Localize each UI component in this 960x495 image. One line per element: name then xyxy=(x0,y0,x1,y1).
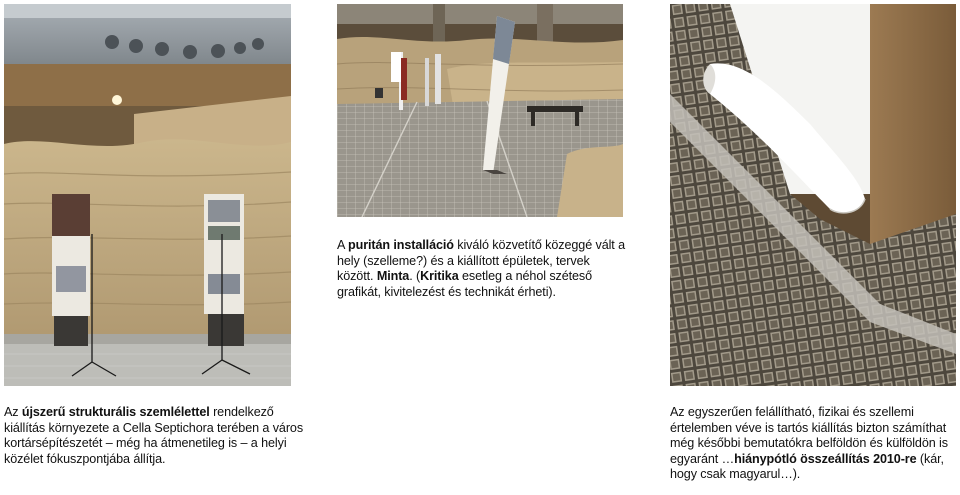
caption-text: rendelkező kiállítás környezete a Cella Septichora terében a város kortársépítészetét – még ha átmenetileg is – a helyi közélet fókuszpontjába állítja. xyxy=(4,405,304,466)
caption-text: . ( xyxy=(409,269,421,284)
caption-text: (kár, hogy csak magyarul…). xyxy=(670,451,944,482)
caption-text: Az xyxy=(4,405,22,419)
caption-exhibition xyxy=(4,405,304,467)
photo-panel-base-closeup xyxy=(670,4,956,386)
photo-grated-floor-ruins xyxy=(337,4,623,217)
photo-exhibition-hall xyxy=(4,4,291,386)
caption-emphasis: hiánypótló összeállítás 2010-re xyxy=(734,451,917,466)
caption-text: Az egyszerűen felállítható, fizikai és szellemi értelemben véve is tartós kiállítás bizton számíthat még későbbi bemutatókra belföldön és külföldön is egyaránt … xyxy=(670,405,948,466)
caption-emphasis: puritán installáció xyxy=(348,238,454,252)
caption-installation xyxy=(337,238,627,300)
caption-emphasis: Minta xyxy=(376,269,410,284)
caption-text: esetleg a néhol széteső grafikát, kivitelezést és technikát érheti). xyxy=(337,269,593,299)
caption-text: kiváló közvetítő közeggé vált a hely (szelleme?) és a kiállított épületek, tervek között. xyxy=(337,238,625,284)
caption-emphasis: újszerű strukturális szemlélettel xyxy=(21,405,210,419)
caption-durability xyxy=(670,405,958,483)
caption-text: A xyxy=(337,238,349,252)
caption-emphasis: Kritika xyxy=(420,269,459,284)
